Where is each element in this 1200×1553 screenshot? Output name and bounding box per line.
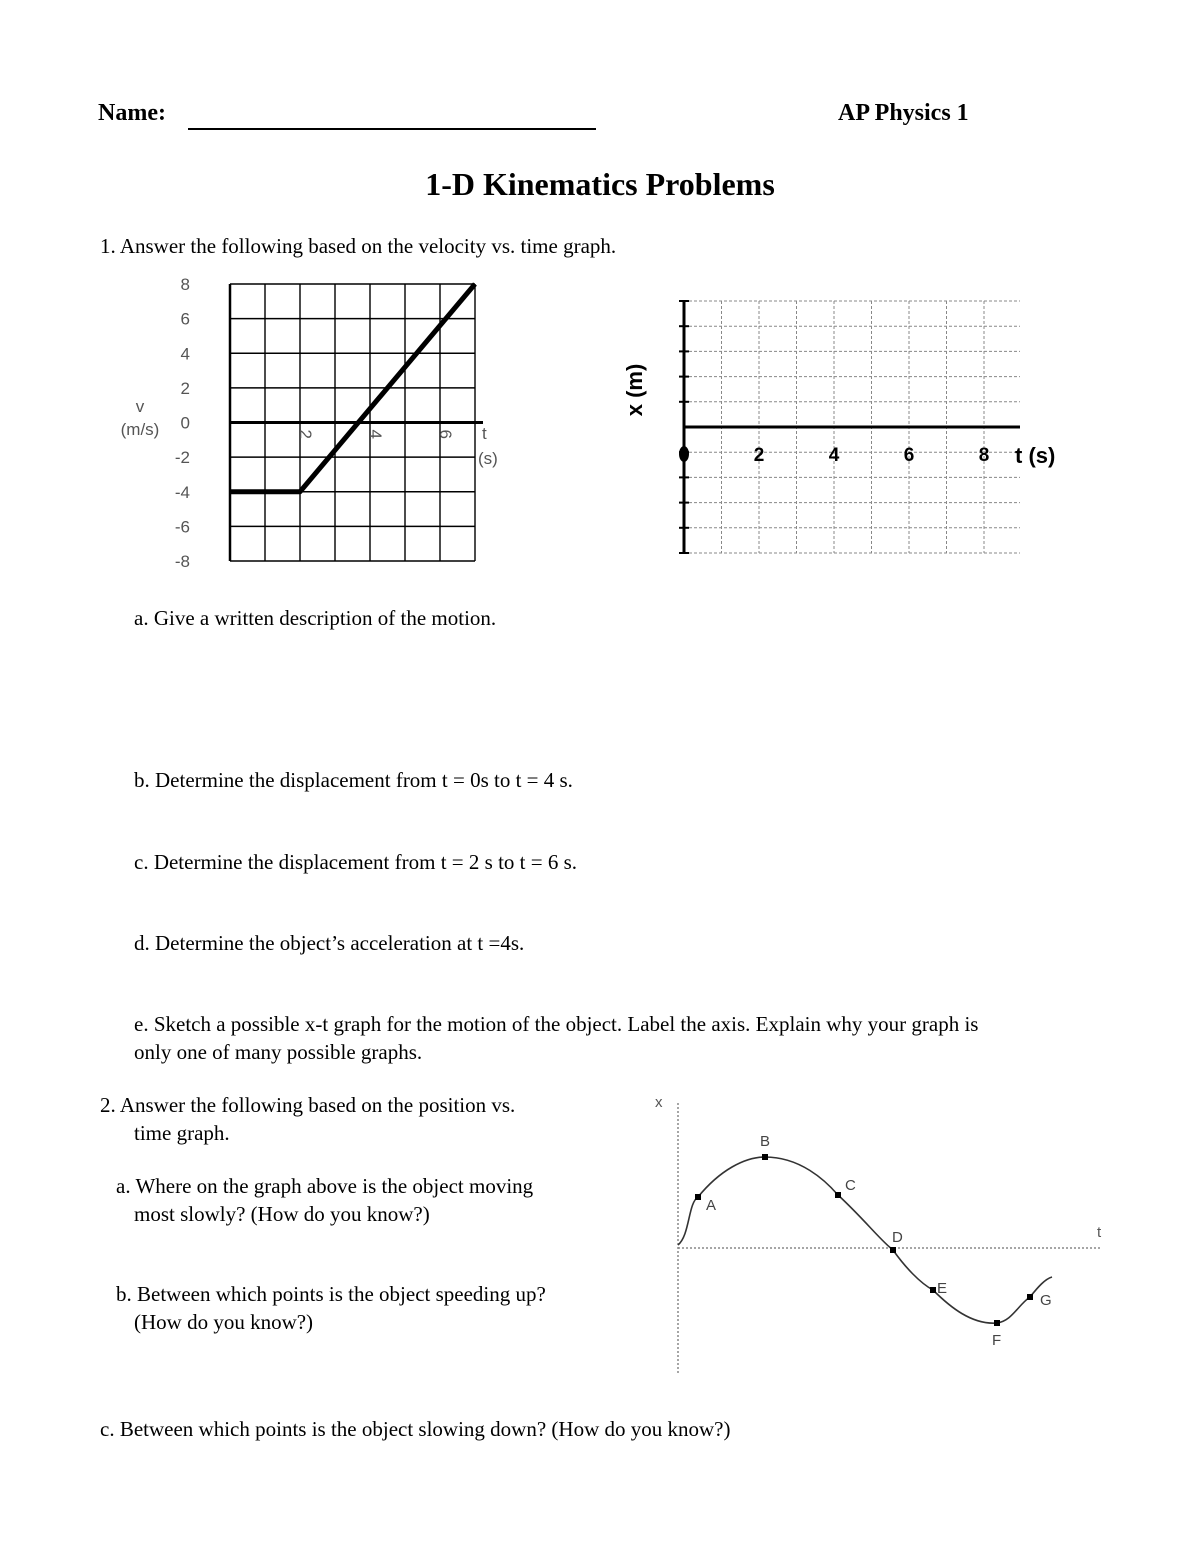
vt-x-tick-label: 2 [296,429,315,439]
vt-y-tick-label: -6 [174,517,190,537]
xt-x-tick-label: 8 [978,445,990,466]
velocity-time-chart [100,272,520,582]
name-label: Name: [98,100,166,126]
q1-b: b. Determine the displacement from t = 0s to t = 4 s. [134,768,573,792]
pt-point-label: B [760,1133,771,1150]
q1-c: c. Determine the displacement from t = 2 s to t = 6 s. [134,850,577,874]
pt-point-label: G [1040,1292,1052,1309]
vt-ylabel-line1: v [135,397,145,416]
q2-b-line1: b. Between which points is the object speeding up? [116,1282,546,1306]
xt-xlabel: t (s) [1015,443,1056,468]
xt-x-tick-label: 2 [753,445,765,466]
q2-a-line2: most slowly? (How do you know?) [134,1202,430,1226]
page-title: 1-D Kinematics Problems [425,166,775,202]
vt-y-tick-label: 4 [180,344,190,364]
pt-point-label: C [845,1177,856,1194]
pt-point-label: A [706,1197,717,1214]
name-field[interactable] [188,128,596,130]
pt-point-marker [930,1287,936,1293]
pt-point-marker [890,1247,896,1253]
vt-y-tick-label: -2 [174,448,190,468]
vt-ylabel-line2: (m/s) [120,420,160,439]
vt-y-tick-label: 6 [180,309,190,329]
q1-a: a. Give a written description of the motion. [134,606,497,630]
vt-y-tick-label: -4 [174,482,190,502]
pt-curve [678,1157,1052,1323]
q1-e-line2: only one of many possible graphs. [134,1040,423,1064]
q2-c: c. Between which points is the object slowing down? (How do you know?) [100,1417,731,1441]
vt-y-tick-label: -8 [174,552,190,571]
pt-point-marker [835,1192,841,1198]
vt-xlabel-line2: (s) [478,449,498,468]
position-time-grid [679,301,1020,553]
xt-x-tick-label: 4 [828,445,840,466]
q1-d: d. Determine the object’s acceleration at t =4s. [134,931,525,955]
xt-ylabel: x (m) [622,363,647,417]
q1-e-line1: e. Sketch a possible x-t graph for the motion of the object. Label the axis. Explain why your graph is [134,1012,979,1036]
xt-origin-dot [679,446,689,462]
vt-y-tick-label: 2 [180,378,190,398]
pt-xlabel: t [1097,1224,1102,1241]
vt-xlabel-line1: t [482,424,487,443]
pt-points [695,1133,1052,1349]
xt-x-tick-label: 6 [903,445,915,466]
pt-point-label: F [992,1332,1002,1349]
pt-point-marker [1027,1294,1033,1300]
course-label: AP Physics 1 [838,100,969,126]
vt-y-tick-label: 0 [180,413,190,433]
q2-a-line1: a. Where on the graph above is the object moving [116,1174,534,1198]
vt-y-tick-label: 8 [180,275,190,294]
position-time-blank-chart [610,285,1080,575]
q1-prompt: 1. Answer the following based on the velocity vs. time graph. [100,234,617,258]
q2-prompt-line1: 2. Answer the following based on the position vs. [100,1093,516,1117]
vt-x-tick-label: 6 [436,429,455,439]
q2-b-line2: (How do you know?) [134,1310,314,1334]
pt-ylabel: x [655,1094,663,1111]
q2-prompt-line2: time graph. [134,1121,230,1145]
pt-point-marker [994,1320,1000,1326]
position-time-curve-chart [650,1085,1110,1385]
pt-point-label: E [937,1280,948,1297]
pt-point-label: D [892,1229,903,1246]
pt-point-marker [762,1154,768,1160]
vt-x-tick-label: 4 [366,429,385,439]
pt-point-marker [695,1194,701,1200]
